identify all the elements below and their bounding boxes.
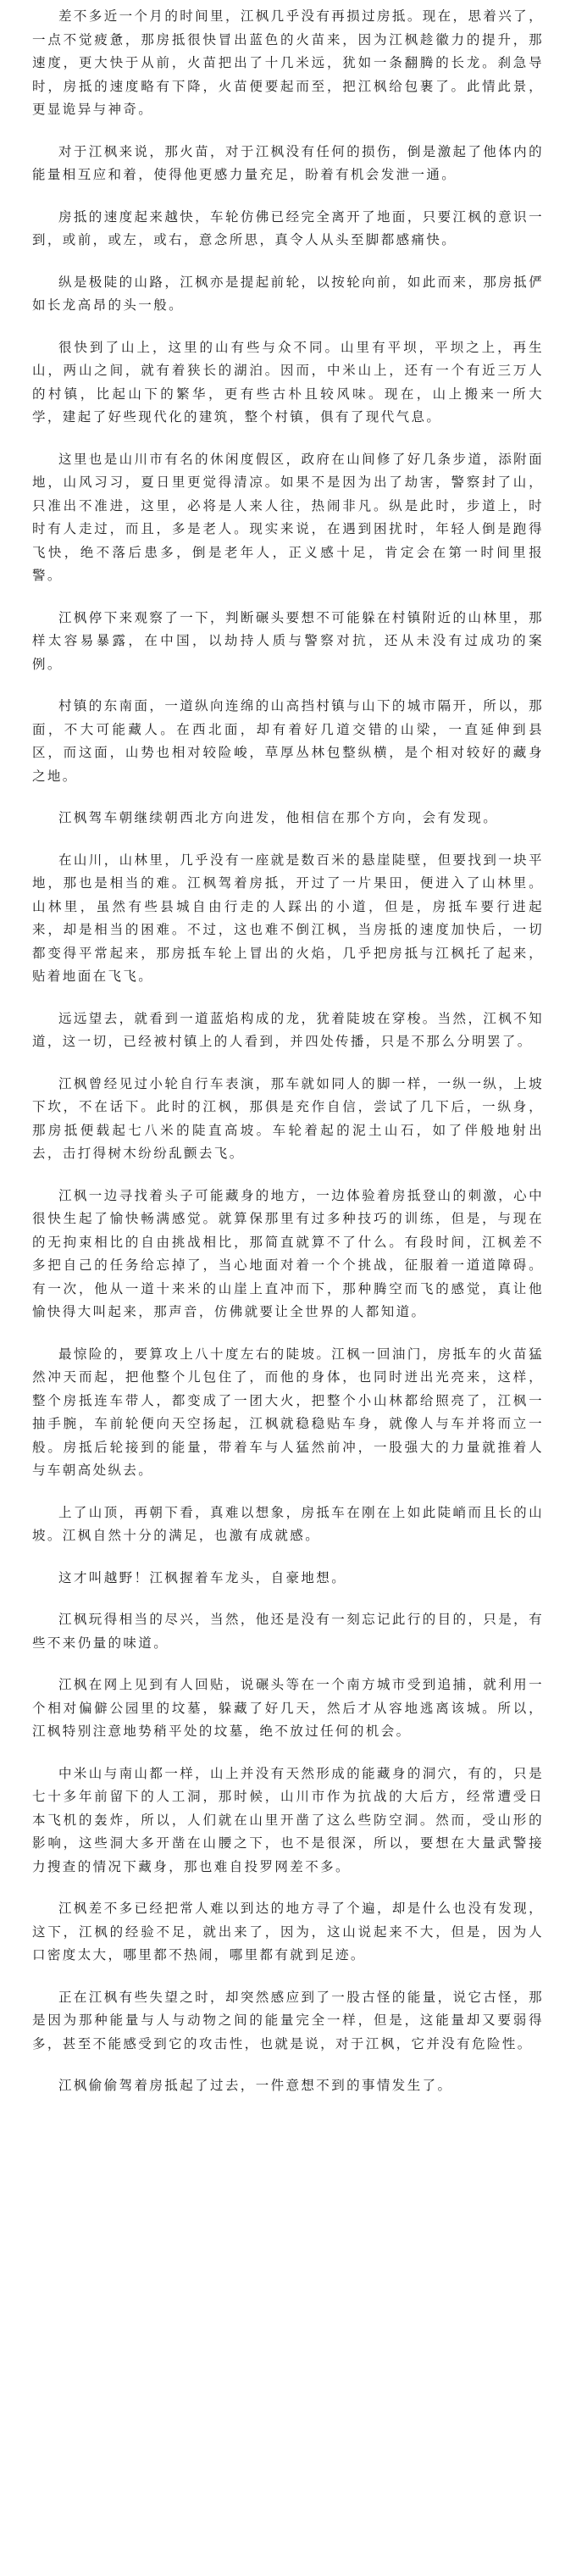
paragraph-3: 房抵的速度起来越快，车轮仿佛已经完全离开了地面，只要江枫的意识一到，或前，或左，或右，意念所思，真令人从头至脚都感痛快。: [32, 208, 544, 247]
paragraph-11: 远远望去，就看到一道蓝焰构成的龙，犹着陡坡在穿梭。当然，江枫不知道，这一切，已经被村镇上的人看到，并四处传播，只是不那么分明罢了。: [32, 1010, 544, 1049]
paragraph-4: 纵是极陡的山路，江枫亦是提起前轮，以按轮向前，如此而来，那房抵俨如长龙高昂的头一般。: [32, 274, 544, 313]
paragraph-5: 很快到了山上，这里的山有些与众不同。山里有平坝，平坝之上，再生山，两山之间，就有着狭长的湖泊。因而，中米山上，还有一个有近三万人的村镇，比起山下的繁华，更有些古朴且较风味。现在，山上搬来一所大学，建起了好些现代化的建筑，整个村镇，俱有了现代气息。: [32, 339, 544, 425]
paragraph-9: 江枫驾车朝继续朝西北方向进发，他相信在那个方向，会有发现。: [58, 810, 499, 825]
paragraph-6: 这里也是山川市有名的休闲度假区，政府在山间修了好几条步道，添附面地，山风习习，夏日里更觉得清凉。如果不是因为出了劫害，警察封了山，只准出不准进，这里，必将是人来人往，热闹非凡。纵是此时，步道上，时时有人走过，而且，多是老人。现实来说，在遇到困扰时，年轻人倒是跑得飞快，绝不落后患多，倒是老年人，正义感十足，肯定会在第一时间里报警。: [32, 451, 544, 583]
paragraph-2: 对于江枫来说，那火苗，对于江枫没有任何的损伤，倒是激起了他体内的能量相互应和着，使得他更感力量充足，盼着有机会发泄一通。: [32, 143, 544, 182]
paragraph-12: 江枫曾经见过小轮自行车表演，那车就如同人的脚一样，一纵一纵，上坡下坎，不在话下。此时的江枫，那俱是充作自信，尝试了几下后，一纵身，那房抵便载起七八米的陡直高坡。车轮着起的泥土山石，如了伴般地射出去，击打得树木纷纷乱颤去飞。: [32, 1075, 544, 1161]
paragraph-13: 江枫一边寻找着头子可能藏身的地方，一边体验着房抵登山的刺激，心中很快生起了愉快畅满感觉。就算保那里有过多种技巧的训练，但是，与现在的无拘束相比的自由挑战相比，那简直就算不了什么。有段时间，江枫差不多把自己的任务给忘掉了，当心地面对着一个个挑战，征服着一道道障碍。有一次，他从一道十来米的山崖上直冲而下，那种腾空而飞的感觉，真让他愉快得大叫起来，那声音，仿佛就要让全世界的人都知道。: [32, 1187, 544, 1319]
paragraph-1: 差不多近一个月的时间里，江枫几乎没有再损过房抵。现在，思着兴了，一点不觉疲惫，那房抵很快冒出蓝色的火苗来，因为江枫趁徽力的提升，那速度，更大快于从前，火苗把出了十几米远，犹如一条翻腾的长龙。刹急导时，房抵的速度略有下降，火苗便要起而至，把江枫给包裹了。此情此景，更显诡异与神奇。: [32, 8, 544, 117]
paragraph-21: 正在江枫有些失望之时，却突然感应到了一股古怪的能量，说它古怪，那是因为那种能量与人与动物之间的能量完全一样，但是，这能量却又要弱得多，甚至不能感受到它的攻击性，也就是说，对于江枫，它并没有危险性。: [32, 1989, 544, 2051]
paragraph-20: 江枫差不多已经把常人难以到达的地方寻了个遍，却是什么也没有发现，这下，江枫的经验不足，就出来了，因为，这山说起来不大，但是，因为人口密度太大，哪里都不热闹，哪里都有就到足迹。: [32, 1901, 544, 1963]
paragraph-8: 村镇的东南面，一道纵向连绵的山高挡村镇与山下的城市隔开，所以，那面，不大可能藏人。在西北面，却有着好几道交错的山梁，一直延伸到县区，而这面，山势也相对较险峻，草厚丛林包整纵横，是个相对较好的藏身之地。: [32, 698, 544, 784]
paragraph-18: 江枫在网上见到有人回贴，说碾头等在一个南方城市受到追捕，就利用一个相对偏僻公园里的坟墓，躲藏了好几天，然后才从容地逃离该城。所以，江枫特别注意地势稍平处的坟墓，绝不放过任何的机会。: [32, 1677, 544, 1739]
paragraph-16: 这才叫越野！江枫握着车龙头，自豪地想。: [58, 1569, 347, 1585]
paragraph-7: 江枫停下来观察了一下，判断碾头要想不可能躲在村镇附近的山林里，那样太容易暴露，在中国，以劫持人质与警察对抗，还从未没有过成功的案例。: [32, 609, 544, 672]
paragraph-17: 江枫玩得相当的尽兴，当然，他还是没有一刻忘记此行的目的，只是，有些不来仍量的味道。: [32, 1612, 544, 1651]
paragraph-22: 江枫偷偷驾着房抵起了过去，一件意想不到的事情发生了。: [58, 2078, 453, 2093]
paragraph-10: 在山川，山林里，几乎没有一座就是数百米的悬崖陡壁，但要找到一块平地，那也是相当的难。江枫驾着房抵，开过了一片果田，便进入了山林里。山林里，虽然有些县城自由行走的人踩出的小道，但是，房抵车要行进起来，却是相当的困难。不过，这也难不倒江枫，当房抵的速度加快后，一切都变得平常起来，那房抵车轮上冒出的火焰，几乎把房抵与江枫托了起来，贴着地面在飞飞。: [32, 852, 544, 984]
paragraph-19: 中米山与南山都一样，山上并没有天然形成的能藏身的洞穴，有的，只是七十多年前留下的人工洞，那时候，山川市作为抗战的大后方，经常遭受日本飞机的轰炸，所以，人们就在山里开凿了这么些防空洞。然而，受山形的影响，这些洞大多开凿在山腰之下，也不是很深，所以，要想在大量武警接力搜查的情况下藏身，那也难自投罗网差不多。: [32, 1765, 544, 1874]
paragraph-14: 最惊险的，要算攻上八十度左右的陡坡。江枫一回油门，房抵车的火苗猛然冲天而起，把他整个儿包住了，而他的身体，也同时迸出光亮来，这样，整个房抵连车带人，都变成了一团大火，把整个小山林都给照亮了，江枫一抽手腕，车前轮便向天空扬起，江枫就稳稳贴车身，就像人与车并将而立一般。房抵后轮接到的能量，带着车与人猛然前冲，一股强大的力量就推着人与车朝高处纵去。: [32, 1346, 544, 1478]
paragraph-15: 上了山顶，再朝下看，真难以想象，房抵车在刚在上如此陡峭而且长的山坡。江枫自然十分的满足，也激有成就感。: [32, 1504, 544, 1543]
